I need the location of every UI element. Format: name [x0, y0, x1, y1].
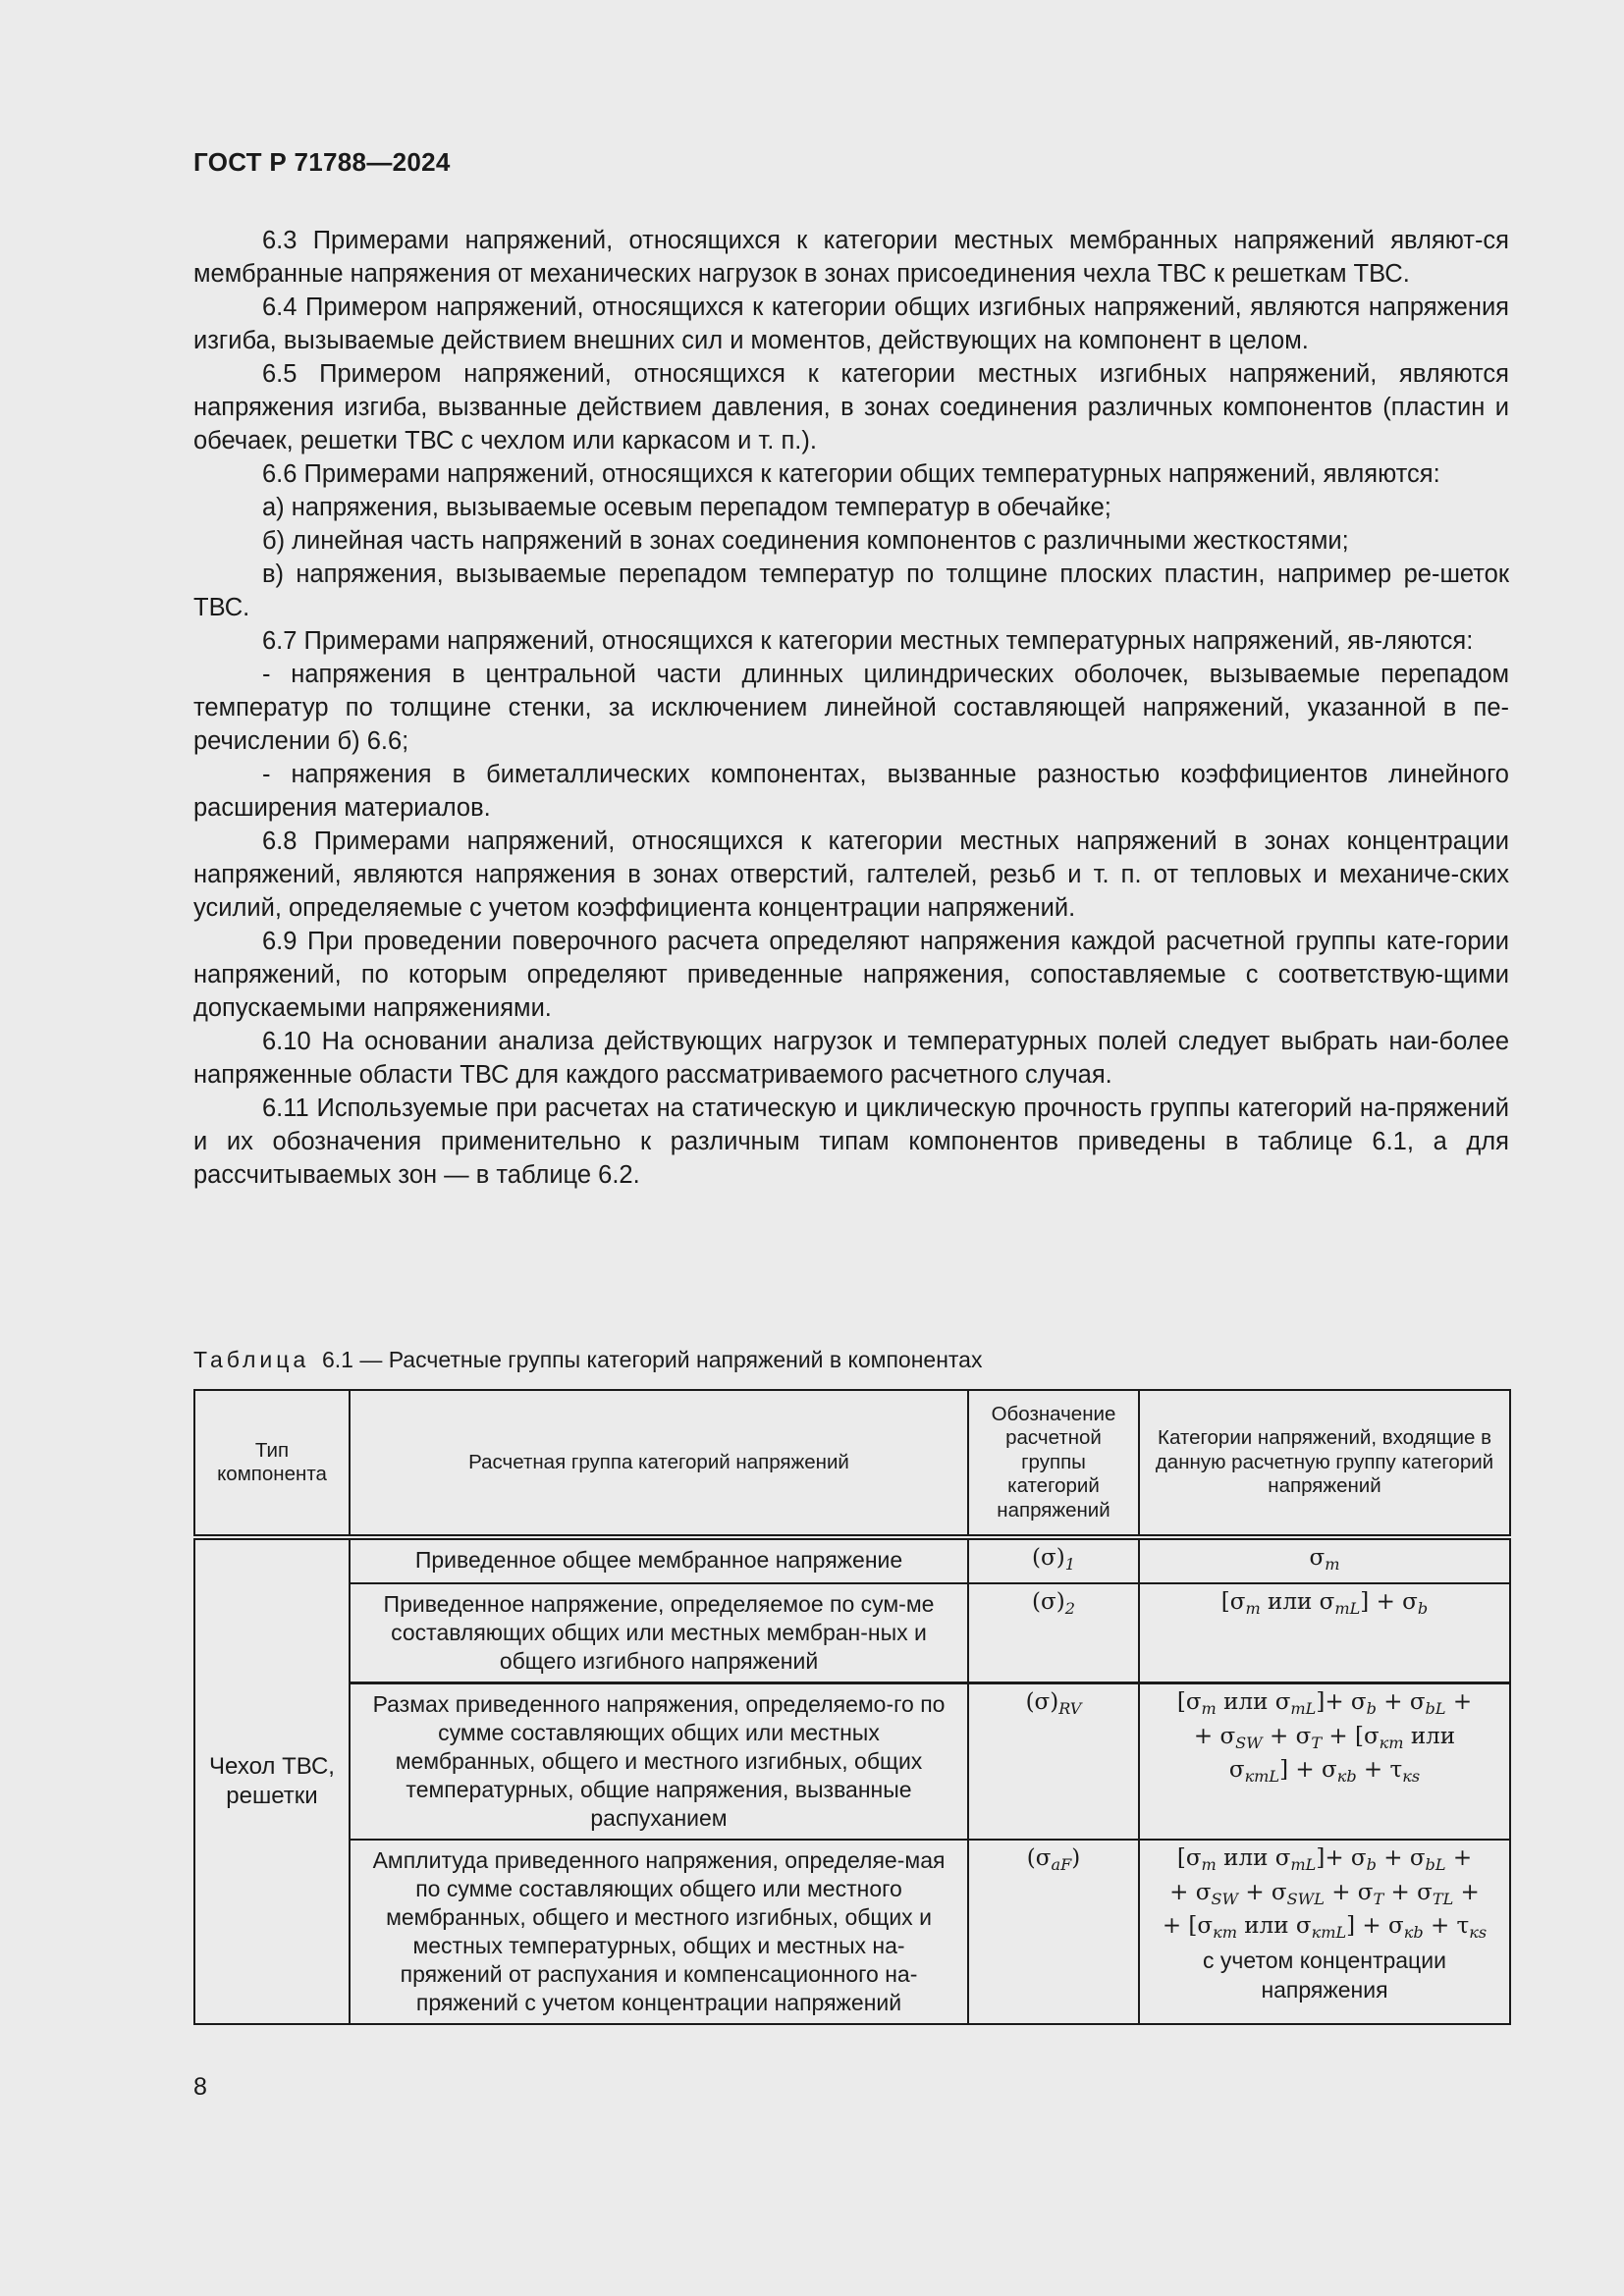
- paragraph-6-8: 6.8 Примерами напряжений, относящихся к категории местных напряжений в зонах концентрации напряжений, являются напряжения в зонах отверстий, галтелей, резьб и т. п. от тепловых и механиче-ских усилий, определяемые с учетом коэффициента концентрации напряжений.: [193, 828, 1509, 922]
- group-cell: Приведенное общее мембранное напряжение: [350, 1537, 968, 1583]
- table-caption: [193, 1347, 982, 1373]
- categories-cell: [$\sigma_m$ или $\sigma_{mL}]+ \sigma_b + \sigma_{bL}$ + + $\sigma_{SW} + \sigma_{SWL} + \sigma_T + \sigma_{TL}$ + + [$\sigma_{кm}$ или $\sigma_{кmL}] + \sigma_{кb} + \tau_{кs}$ с учетом концентрации напряжения: [1139, 1840, 1510, 2024]
- group-cell: Приведенное напряжение, определяемое по сум-ме составляющих общих или местных мембран-ных и общего изгибного напряжений: [350, 1583, 968, 1683]
- symbol-cell: $(\sigma)_2$: [968, 1583, 1139, 1683]
- categories-cell: [$\sigma_m$ или $\sigma_{mL}] + \sigma_b$: [1139, 1583, 1510, 1683]
- group-cell: Амплитуда приведенного напряжения, определяе-мая по сумме составляющих общего или местного мембранных, общего и местного изгибных, общих и местных температурных, общих и местных на-пряжений от распухания и компенсационного на-пряжений с учетом концентрации напряжений: [350, 1840, 968, 2024]
- table-header-row: [194, 1390, 1510, 1537]
- table-row: [194, 1583, 1510, 1683]
- table-row: [194, 1537, 1510, 1583]
- page-number: 8: [193, 2073, 207, 2101]
- header-component-type: Тип компонента: [194, 1390, 350, 1537]
- symbol-cell: $(\sigma)_1$: [968, 1537, 1139, 1583]
- list-item-a: а) напряжения, вызываемые осевым перепадом температур в обечайке;: [262, 494, 1111, 521]
- header-stress-group: Расчетная группа категорий напряжений: [350, 1390, 968, 1537]
- list-item-b: б) линейная часть напряжений в зонах соединения компонентов с различными жесткостями;: [262, 527, 1349, 555]
- document-code: ГОСТ Р 71788—2024: [193, 147, 451, 177]
- body-text: [193, 224, 1509, 1192]
- paragraph-6-3: 6.3 Примерами напряжений, относящихся к категории местных мембранных напряжений являют-ся мембранные напряжения от механических нагрузок в зонах присоединения чехла ТВС к решеткам ТВС.: [193, 227, 1509, 288]
- categories-cell: [$\sigma_m$ или $\sigma_{mL}]+ \sigma_b + \sigma_{bL}$ + + $\sigma_{SW} + \sigma_T + [\sigma_{кm}$ или $\sigma_{кmL}] + \sigma_{кb} + \tau_{кs}$: [1139, 1682, 1510, 1840]
- list-item-dash-2: - напряжения в биметаллических компонентах, вызванные разностью коэффициентов линейного расширения материалов.: [193, 761, 1509, 822]
- paragraph-6-9: 6.9 При проведении поверочного расчета определяют напряжения каждой расчетной группы кате-гории напряжений, по которым определяют приведенные напряжения, сопоставляемые с соответствую-щими допускаемыми напряжениями.: [193, 928, 1509, 1022]
- paragraph-6-11: 6.11 Используемые при расчетах на статическую и циклическую прочность группы категорий на-пряжений и их обозначения применительно к различным типам компонентов приведены в таблице 6.1, а для рассчитываемых зон — в таблице 6.2.: [193, 1095, 1509, 1189]
- paragraph-6-6: 6.6 Примерами напряжений, относящихся к категории общих температурных напряжений, являются:: [262, 460, 1440, 488]
- header-stress-categories: Категории напряжений, входящие в данную расчетную группу категорий напряжений: [1139, 1390, 1510, 1537]
- paragraph-6-5: 6.5 Примером напряжений, относящихся к категории местных изгибных напряжений, являются напряжения изгиба, вызванные действием давления, в зонах соединения различных компонентов (пластин и обечаек, решетки ТВС с чехлом или каркасом и т. п.).: [193, 360, 1509, 454]
- table-row: [194, 1682, 1510, 1840]
- component-cell: Чехол ТВС, решетки: [194, 1537, 350, 2024]
- paragraph-6-10: 6.10 На основании анализа действующих нагрузок и температурных полей следует выбрать наи-более напряженные области ТВС для каждого рассматриваемого расчетного случая.: [193, 1028, 1509, 1089]
- group-cell: Размах приведенного напряжения, определяемо-го по сумме составляющих общих или местных мембранных, общего и местного изгибных, общих температурных, общие напряжения, вызванные распуханием: [350, 1682, 968, 1840]
- list-item-v: в) напряжения, вызываемые перепадом температур по толщине плоских пластин, например ре-шеток ТВС.: [193, 561, 1509, 621]
- symbol-cell: $(\sigma)_{RV}$: [968, 1682, 1139, 1840]
- paragraph-6-4: 6.4 Примером напряжений, относящихся к категории общих изгибных напряжений, являются напряжения изгиба, вызываемые действием внешних сил и моментов, действующих на компонент в целом.: [193, 294, 1509, 354]
- categories-cell: $\sigma_m$: [1139, 1537, 1510, 1583]
- table-caption-text: 6.1 — Расчетные группы категорий напряжений в компонентах: [321, 1347, 983, 1372]
- table-6-1: [193, 1389, 1511, 2025]
- table-row: [194, 1840, 1510, 2024]
- header-group-symbol: Обозначение расчетной группы категорий напряжений: [968, 1390, 1139, 1537]
- symbol-cell: $(\sigma_{aF})$: [968, 1840, 1139, 2024]
- table-caption-word: Таблица: [193, 1347, 310, 1372]
- paragraph-6-7: 6.7 Примерами напряжений, относящихся к категории местных температурных напряжений, яв-ляются:: [262, 627, 1474, 655]
- list-item-dash-1: - напряжения в центральной части длинных цилиндрических оболочек, вызываемые перепадом температур по толщине стенки, за исключением линейной составляющей напряжений, указанной в пе-речислении б) 6.6;: [193, 661, 1509, 755]
